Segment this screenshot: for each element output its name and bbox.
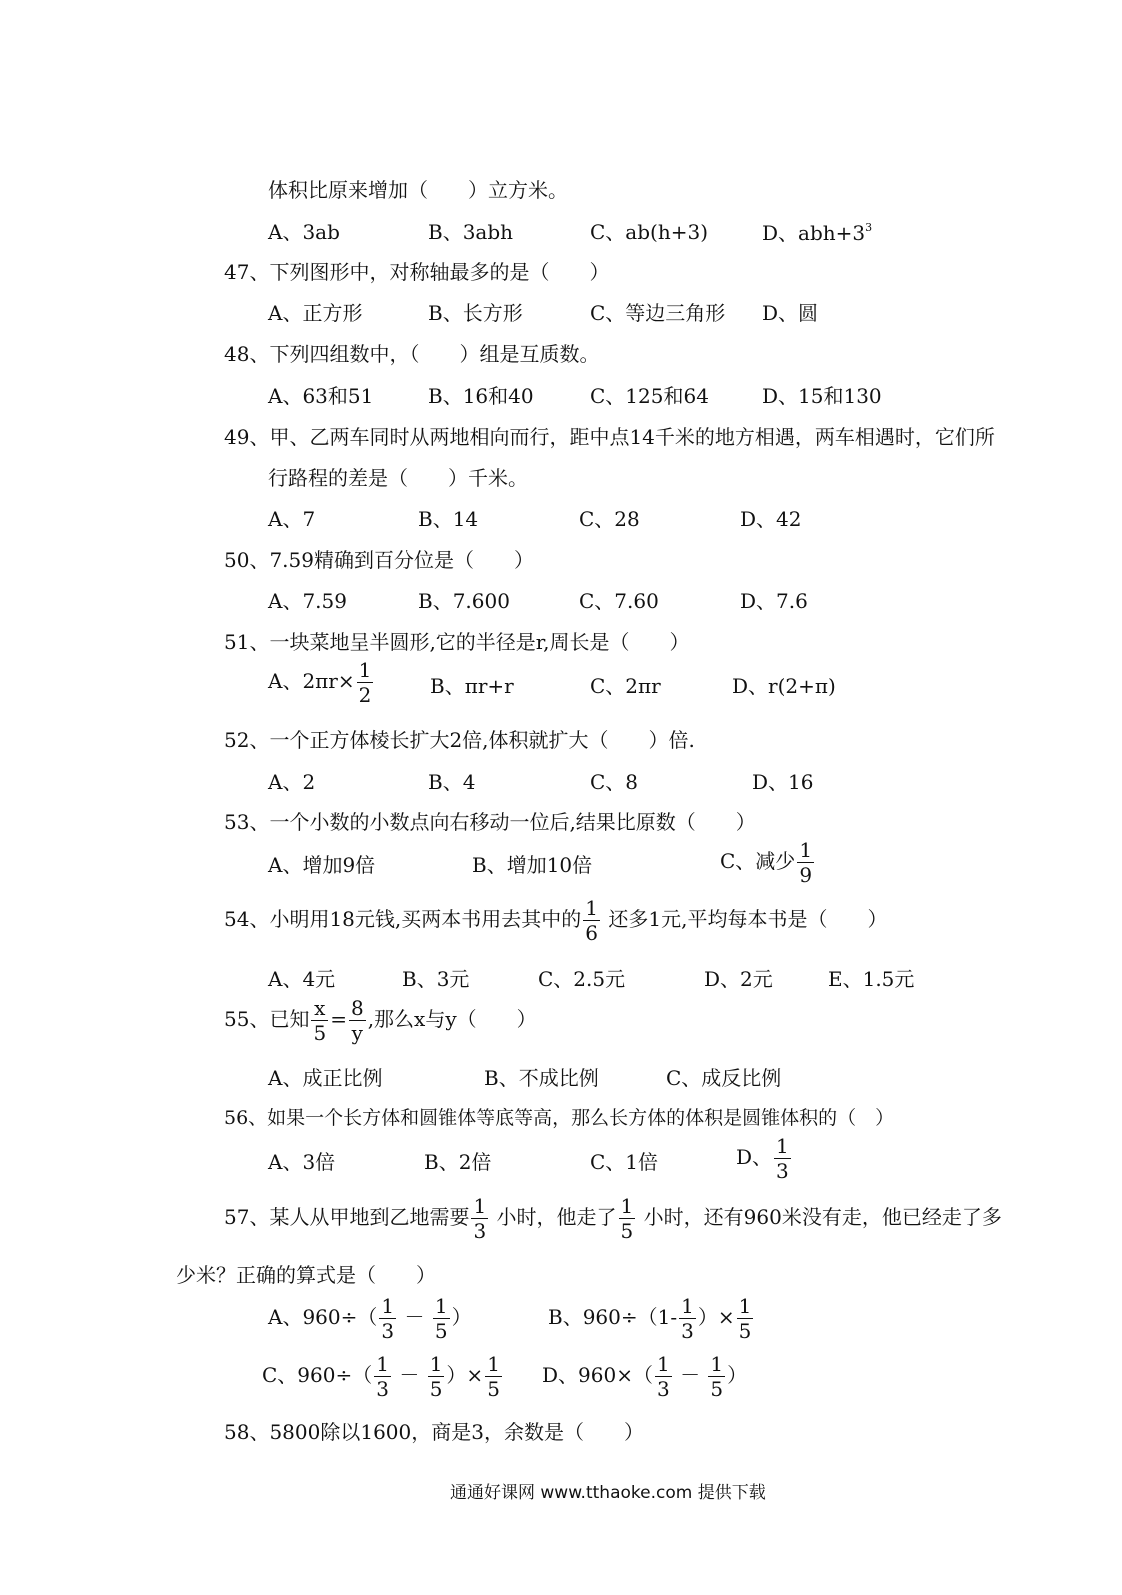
q50-option-c: C、7.60 [579, 589, 659, 613]
q50-option-b: B、7.600 [418, 589, 510, 613]
q56-stem: 56、如果一个长方体和圆锥体等底等高，那么长方体的体积是圆锥体积的（ ） [224, 1107, 895, 1129]
q55-fraction-x: $\frac{x}{5}$ [313, 996, 327, 1045]
q49-option-a: A、7 [268, 507, 316, 531]
q57-option-c: C、960÷（ $\frac{1}{3}$ － $\frac{1}{5}$ ）× $\frac{1}{5}$ [262, 1352, 500, 1401]
q49-option-d: D、42 [740, 507, 802, 531]
q57-fraction-1: $\frac{1}{3}$ [473, 1194, 487, 1243]
q47-option-b: B、长方形 [428, 301, 523, 325]
q51-option-a: A、2πr× $\frac{1}{2}$ [268, 658, 372, 707]
q55-option-a: A、成正比例 [268, 1066, 383, 1090]
q56-option-d: D、 $\frac{1}{3}$ [736, 1134, 789, 1183]
q57-option-a: A、960÷（ $\frac{1}{3}$ － $\frac{1}{5}$ ） [268, 1294, 472, 1343]
q56-option-a: A、3倍 [268, 1150, 336, 1174]
q48-option-a: A、63和51 [268, 384, 374, 408]
q48-option-c: C、125和64 [590, 384, 709, 408]
q55-fraction-y: $\frac{8}{y}$ [350, 996, 364, 1045]
q52-option-d: D、16 [752, 770, 814, 794]
q54-option-c: C、2.5元 [538, 967, 626, 991]
q50-option-a: A、7.59 [268, 589, 347, 613]
q57-stem-line-1: 57、某人从甲地到乙地需要 $\frac{1}{3}$ 小时，他走了 $\frac{1}{5}$ 小时，还有960米没有走，他已经走了多 [224, 1194, 1002, 1243]
q49-option-b: B、14 [418, 507, 479, 531]
q47-option-c: C、等边三角形 [590, 301, 726, 325]
q46-exponent: 3 [865, 221, 873, 234]
q46-option-a: A、3ab [268, 220, 340, 244]
q49-option-c: C、28 [579, 507, 640, 531]
q51-option-d: D、r(2+π) [732, 674, 836, 698]
q57-option-b: B、960÷（1- $\frac{1}{3}$ ）× $\frac{1}{5}$ [548, 1294, 752, 1343]
q54-option-a: A、4元 [268, 967, 336, 991]
q54-stem: 54、小明用18元钱,买两本书用去其中的 $\frac{1}{6}$ 还多1元,平均每本书是（ ） [224, 896, 888, 945]
q46-stem-continuation: 体积比原来增加（ ）立方米。 [268, 178, 568, 202]
q54-option-d: D、2元 [704, 967, 773, 991]
q49-stem-line-1: 49、甲、乙两车同时从两地相向而行，距中点14千米的地方相遇，两车相遇时，它们所 [224, 425, 995, 449]
page-footer: 通通好课网 www.tthaoke.com 提供下载 [450, 1483, 766, 1503]
q50-option-d: D、7.6 [740, 589, 808, 613]
q56-option-c: C、1倍 [590, 1150, 659, 1174]
q48-option-d: D、15和130 [762, 384, 882, 408]
q52-option-b: B、4 [428, 770, 476, 794]
q56-fraction: $\frac{1}{3}$ [776, 1134, 789, 1183]
q57-stem-line-2: 少米？正确的算式是（ ） [176, 1263, 436, 1287]
q55-option-c: C、成反比例 [666, 1066, 782, 1090]
q53-option-a: A、增加9倍 [268, 853, 376, 877]
q56-option-b: B、2倍 [424, 1150, 492, 1174]
q57-fraction-2: $\frac{1}{5}$ [620, 1194, 634, 1243]
q50-stem: 50、7.59精确到百分位是（ ） [224, 548, 534, 572]
q48-option-b: B、16和40 [428, 384, 534, 408]
q54-fraction: $\frac{1}{6}$ [585, 896, 598, 945]
q46-option-c: C、ab(h+3) [590, 220, 708, 244]
q53-option-c: C、减少 $\frac{1}{9}$ [720, 838, 813, 887]
q54-option-e: E、1.5元 [828, 967, 915, 991]
q52-option-c: C、8 [590, 770, 639, 794]
q47-stem: 47、下列图形中，对称轴最多的是（ ） [224, 260, 610, 284]
q47-option-a: A、正方形 [268, 301, 363, 325]
q47-option-d: D、圆 [762, 301, 819, 325]
q46-option-d: D、$abh+3^3$ [762, 221, 873, 245]
q57-option-d: D、960×（ $\frac{1}{3}$ － $\frac{1}{5}$ ） [542, 1352, 748, 1401]
q52-option-a: A、2 [268, 770, 316, 794]
q55-option-b: B、不成比例 [484, 1066, 599, 1090]
q49-stem-line-2: 行路程的差是（ ）千米。 [268, 466, 528, 490]
q51-option-b: B、πr+r [430, 674, 514, 698]
q51-fraction: $\frac{1}{2}$ [358, 658, 372, 707]
q51-option-c: C、2πr [590, 674, 661, 698]
q46-option-b: B、3abh [428, 220, 514, 244]
q55-stem: 55、已知 $\frac{x}{5}$ = $\frac{8}{y}$ ,那么x与y（ ） [224, 996, 537, 1045]
q54-option-b: B、3元 [402, 967, 470, 991]
q53-stem: 53、一个小数的小数点向右移动一位后,结果比原数（ ） [224, 810, 756, 834]
q52-stem: 52、一个正方体棱长扩大2倍,体积就扩大（ ）倍. [224, 728, 695, 752]
q53-fraction: $\frac{1}{9}$ [799, 838, 813, 887]
q51-stem: 51、一块菜地呈半圆形,它的半径是r,周长是（ ） [224, 630, 690, 654]
q48-stem: 48、下列四组数中，（ ）组是互质数。 [224, 342, 600, 366]
q53-option-b: B、增加10倍 [472, 853, 593, 877]
q58-stem: 58、5800除以1600，商是3，余数是（ ） [224, 1420, 644, 1444]
